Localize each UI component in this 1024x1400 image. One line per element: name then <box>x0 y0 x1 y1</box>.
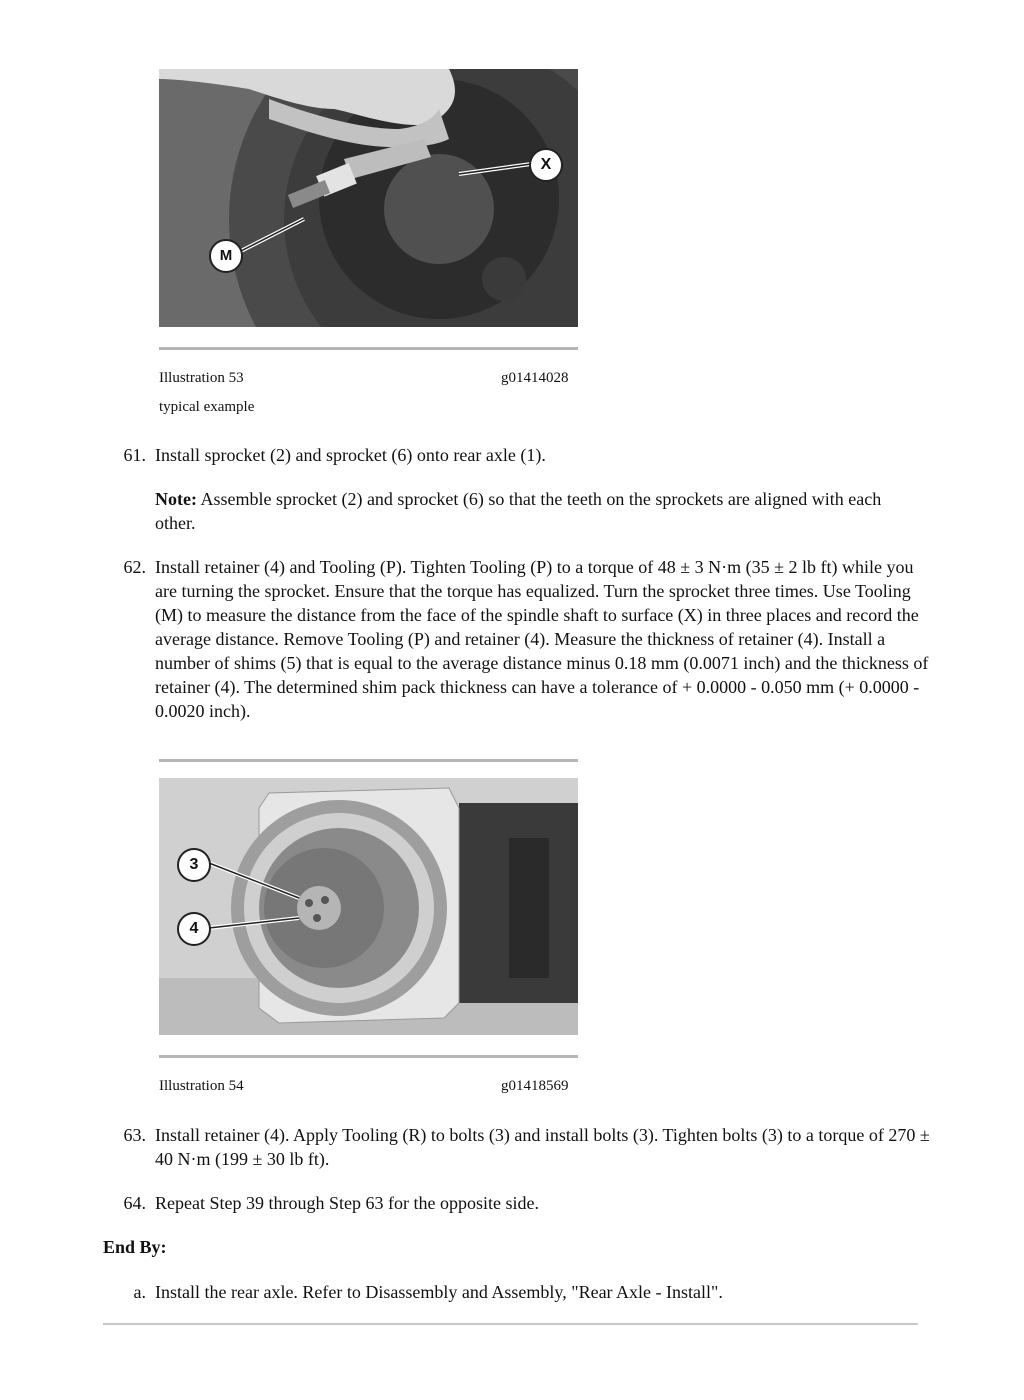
step-text: Install retainer (4). Apply Tooling (R) to bolts (3) and install bolts (3). Tighten bolts (3) to a torque of 270 ± 40 N·m (199 ± 30 lb ft). <box>155 1125 930 1169</box>
step-text: Install retainer (4) and Tooling (P). Tighten Tooling (P) to a torque of 48 ± 3 N·m (35 ± 2 lb ft) while you are turning the sprocket. Ensure that the torque has equalized. Turn the sprocket three times. Use Tooling (M) to measure the distance from the face of the spindle shaft to surface (X) in three places and record the average distance. Remove Tooling (P) and retainer (4). Measure the thickness of retainer (4). Install a number of shims (5) that is equal to the average distance minus 0.18 mm (0.0071 inch) and the thickness of retainer (4). The determined shim pack thickness can have a tolerance of + 0.0000 - 0.050 mm (+ 0.0000 - 0.0020 inch). <box>155 557 929 721</box>
step-number: 64. <box>123 1193 146 1213</box>
step-number: 61. <box>123 445 146 465</box>
step-text: Repeat Step 39 through Step 63 for the opposite side. <box>155 1193 539 1213</box>
illustration-53-code: g01414028 <box>501 370 569 386</box>
illustration-54-code: g01418569 <box>501 1078 569 1094</box>
callout-4-marker <box>177 912 211 946</box>
callout-4-label: 4 <box>189 920 199 937</box>
callout-3-marker <box>177 848 211 882</box>
illustration-53-photo <box>159 69 578 327</box>
callout-m-marker <box>209 239 243 273</box>
step-text: Install sprocket (2) and sprocket (6) onto rear axle (1). <box>155 445 546 465</box>
illustration-53-label: Illustration 53 <box>159 370 244 386</box>
callout-x-marker <box>529 148 563 182</box>
note-text: Assemble sprocket (2) and sprocket (6) so that the teeth on the sprockets are aligned with each other. <box>155 489 882 533</box>
callout-3-label: 3 <box>189 856 199 873</box>
item-marker: a. <box>133 1282 146 1302</box>
illustration-54-top-rule <box>159 759 578 762</box>
illustration-53-rule <box>159 347 578 350</box>
illustration-53-caption: typical example <box>159 399 255 415</box>
illustration-54-label: Illustration 54 <box>159 1078 244 1094</box>
note-label: Note: <box>155 489 197 509</box>
step-number: 63. <box>123 1125 146 1145</box>
callout-x-label: X <box>540 156 552 173</box>
illustration-54-rule <box>159 1055 578 1058</box>
end-by-heading: End By: <box>103 1237 167 1257</box>
item-text: Install the rear axle. Refer to Disassembly and Assembly, "Rear Axle - Install". <box>155 1282 723 1302</box>
note-block <box>155 487 925 535</box>
bottom-rule <box>103 1323 918 1325</box>
callout-m-label: M <box>219 247 233 264</box>
illustration-54-photo <box>159 778 578 1035</box>
step-number: 62. <box>123 557 146 577</box>
